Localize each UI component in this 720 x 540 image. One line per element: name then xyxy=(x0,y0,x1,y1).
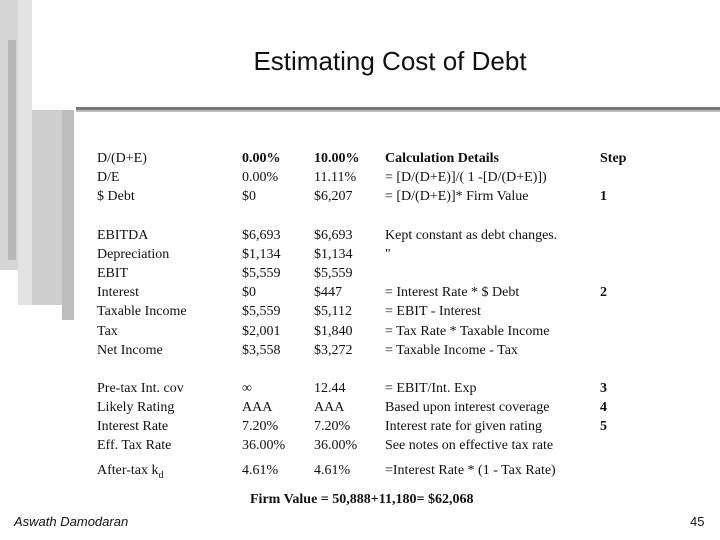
step-number: 3 xyxy=(600,380,607,396)
row-label: Likely Rating xyxy=(97,400,175,416)
cell: $0 xyxy=(242,285,256,301)
row-label: Depreciation xyxy=(97,246,170,262)
after-tax-label-text: After-tax k xyxy=(97,463,159,478)
detail-cell: See notes on effective tax rate xyxy=(385,438,554,454)
cell: 36.00% xyxy=(242,438,286,454)
cell: $5,559 xyxy=(242,304,281,320)
cell: 0.00% xyxy=(242,151,281,166)
cell: 0.00% xyxy=(242,170,279,186)
cell: AAA xyxy=(314,400,345,416)
detail-cell xyxy=(385,264,600,283)
cell: 12.44 xyxy=(314,380,346,396)
detail-cell: Interest rate for given rating xyxy=(385,419,543,435)
title-rule-shadow xyxy=(76,110,720,112)
cell: $5,112 xyxy=(314,304,352,320)
cell: $3,272 xyxy=(314,342,353,358)
decorative-bar xyxy=(32,110,62,305)
cell: 11.11% xyxy=(314,170,357,186)
step-number: 5 xyxy=(600,419,607,435)
row-label: Taxable Income xyxy=(97,304,187,320)
slide-title: Estimating Cost of Debt xyxy=(253,46,527,76)
detail-cell: = Tax Rate * Taxable Income xyxy=(385,323,550,339)
detail-cell: = EBIT - Interest xyxy=(385,304,481,320)
cell: $5,559 xyxy=(314,265,353,281)
step-column xyxy=(600,149,640,436)
cell: $1,134 xyxy=(242,246,281,262)
after-tax-label-sub: d xyxy=(158,469,164,481)
decorative-bar xyxy=(18,0,32,305)
step-number: 4 xyxy=(600,400,607,416)
decorative-bar xyxy=(8,40,16,260)
detail-cell: = Interest Rate * $ Debt xyxy=(385,285,520,301)
detail-cell: = Taxable Income - Tax xyxy=(385,342,518,358)
detail-cell: " xyxy=(385,246,391,262)
row-label: Net Income xyxy=(97,342,163,358)
details-header: Calculation Details xyxy=(385,151,499,166)
cell: ∞ xyxy=(242,380,252,396)
scenario-10-column xyxy=(314,149,384,456)
cell: 7.20% xyxy=(242,419,279,435)
cell: $6,693 xyxy=(242,227,281,243)
detail-cell: Kept constant as debt changes. xyxy=(385,227,558,243)
cell: 36.00% xyxy=(314,438,358,454)
row-label: Eff. Tax Rate xyxy=(97,438,172,454)
scenario-0-column xyxy=(242,149,312,456)
cell: $3,558 xyxy=(242,342,281,358)
cell: AAA xyxy=(242,400,273,416)
step-number: 1 xyxy=(600,189,607,205)
detail-cell: = [D/(D+E)]/( 1 -[D/(D+E)]) xyxy=(385,170,547,186)
after-tax-cell: 4.61% xyxy=(314,463,351,478)
after-tax-label xyxy=(97,463,164,481)
cell: 7.20% xyxy=(314,419,351,435)
cell: $0 xyxy=(242,189,256,205)
row-label: Interest Rate xyxy=(97,419,169,435)
cell: $6,207 xyxy=(314,189,353,205)
decorative-bar xyxy=(62,110,74,320)
row-label: $ Debt xyxy=(97,189,135,205)
after-tax-detail: =Interest Rate * (1 - Tax Rate) xyxy=(385,463,556,478)
detail-cell: Based upon interest coverage xyxy=(385,400,550,416)
step-number: 2 xyxy=(600,285,607,301)
row-label: EBIT xyxy=(97,265,129,281)
row-label: D/(D+E) xyxy=(97,151,147,166)
detail-cell: = EBIT/Int. Exp xyxy=(385,380,477,396)
firm-value: Firm Value = 50,888+11,180= $62,068 xyxy=(250,492,474,507)
row-label: Pre-tax Int. cov xyxy=(97,380,184,396)
cell: 10.00% xyxy=(314,151,360,166)
page-number: 45 xyxy=(690,514,705,529)
cell: $6,693 xyxy=(314,227,353,243)
label-column xyxy=(97,149,237,456)
cell: $1,134 xyxy=(314,246,353,262)
after-tax-cell: 4.61% xyxy=(242,463,279,478)
detail-cell: = [D/(D+E)]* Firm Value xyxy=(385,189,529,205)
row-label: D/E xyxy=(97,170,120,186)
cell: $5,559 xyxy=(242,265,281,281)
row-label: Interest xyxy=(97,285,139,301)
details-column xyxy=(385,149,600,456)
row-label: Tax xyxy=(97,323,118,339)
row-label: EBITDA xyxy=(97,227,149,243)
cell: $2,001 xyxy=(242,323,281,339)
author: Aswath Damodaran xyxy=(14,514,129,529)
cell: $1,840 xyxy=(314,323,353,339)
step-header: Step xyxy=(600,151,627,166)
cell: $447 xyxy=(314,285,342,301)
